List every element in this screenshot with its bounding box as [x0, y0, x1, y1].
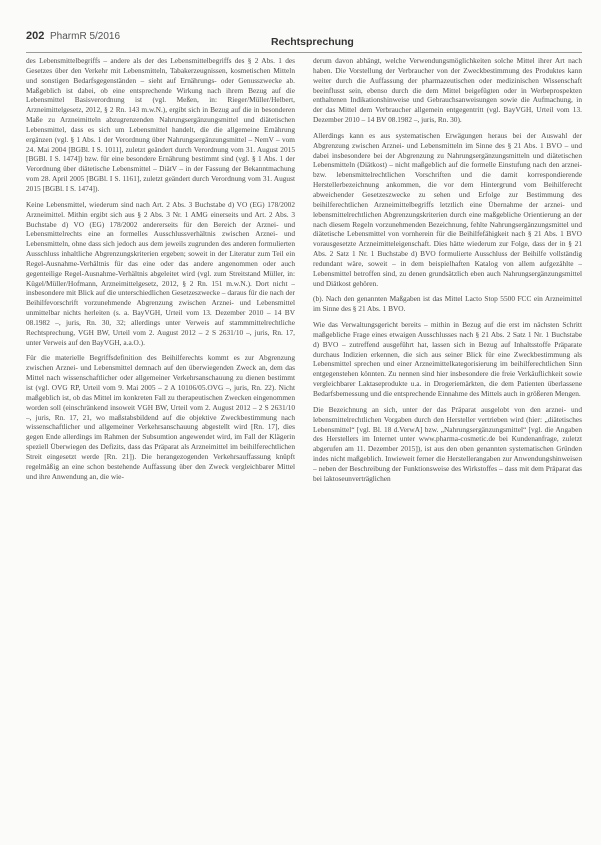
right-column [313, 56, 582, 831]
paragraph: Die Bezeichnung an sich, unter der das Präparat ausgelobt von den arznei- und lebensmittelrechtlichen Vorgaben durch den Hersteller vertrieben wird (hier: „diätetisches Lebensmittel“ [vgl. Bl. 18 d.VerwA] bzw. „Nahrungsergänzungsmittel“ [vgl. die Angaben des Herstellers im Internet unter www.pharma-cosmetic.de bei Kundenanfrage, zuletzt abgerufen am 11. Dezember 2015]), ist aus den oben genannten systematischen Gründen indes nicht maßgeblich. Inwieweit ferner die Herstellerangaben zur Anwendungshinweisen – neben der Beschreibung der Funktionsweise des Wirkstoffes – dass mit dem Präparat das bei laktoseunverträglichen [313, 404, 582, 483]
paragraph: Wie das Verwaltungsgericht bereits – mithin in Bezug auf die erst im nächsten Schritt maßgebliche Frage eines etwaigen Ausschlusses nach § 21 Abs. 2 Satz 1 Nr. 1 Buchstabe d) BVO – zutreffend ausgeführt hat, lassen sich in Bezug auf Inhaltsstoffe Präparate durchaus Indizien erkennen, die sich aus seiner Blick für eine Zweckbestimmung als Lebensmittel sprechen und einer Arzneimittelkategorisierung im beihilferechtlichen Sinn entgegenstehen könnten. Zu nennen sind hier insbesondere die freie Verkäuflichkeit sowie vergleichbarer Laktaseprodukte u.a. in Drogeriemärkten, die dem Patienten überlassene Bedarfsbemessung und die entsprechende Einnahme des Mittels auch in größeren Mengen. [313, 320, 582, 398]
paragraph: des Lebensmittelbegriffs – andere als der des Lebensmittelbegriffs des § 2 Abs. 1 des Gesetzes über den Verkehr mit Lebensmitteln, Tabakerzeugnissen, kosmetischen Mitteln und sonstigen Bedarfsgegenständen – sieht auf Ernährungs- oder Genusszwecke ab. Maßgeblich ist dabei, ob eine entsprechende Wirkung nach ihrem Bezug auf die Lebensmittel Basisverordnung ist (vgl. Meßen, in: Rieger/Müller/Helbert, Arzneimittelgesetz, 2012, § 2 Rn. 143 m.w.N.), ergibt sich in Bezug auf die in besonderen Maße zu Arzneimitteln abzugrenzenden Nahrungsergänzungsmittel und diätetischen Lebensmittel, dass es sich um Lebensmittel handelt, die die allgemeine Ernährung ergänzen (vgl. § 1 Abs. 1 der Verordnung über Nahrungsergänzungsmittel – NemV – vom 24. Mai 2004 [BGBl. I S. 1011], zuletzt geändert durch Verordnung vom 31. August 2015 [BGBl. I S. 1474]) bzw. für eine besondere Ernährung bestimmt sind (vgl. § 1 Abs. 1 der Verordnung über diätetische Lebensmittel – DiätV – in der Fassung der Bekanntmachung vom 28. April 2005 [BGBl. I S. 1161], zuletzt geändert durch Verordnung vom 31. August 2015 [BGBl. I S. 1474]). [26, 56, 295, 193]
page-number: 202 [26, 30, 45, 42]
paragraph: Keine Lebensmittel, wiederum sind nach Art. 2 Abs. 3 Buchstabe d) VO (EG) 178/2002 Arzneimittel. Mithin ergibt sich aus § 2 Abs. 3 Nr. 1 AMG einerseits und Art. 2 Abs. 3 Buchstabe d) VO (EG) 178/2002 andererseits für den Bereich der Arznei- und Lebensmittelrechts eine an formelles Ausschlussverhältnis zwischen Arznei- und Lebensmitteln, ohne dass sich jedoch aus dem jeweils zugrunden des anderen formulierten Ausschluss inhaltliche Abgrenzungskriterien ergeben; soweit in der Literatur zum Teil ein Regel-Ausnahme-Verhältnis für das eine oder das andere angenommen oder auch gegenteilige Regel-Ausnahme-Verhältnis abgeleitet wird (vgl. zum Streitstand Müller, in: Kügel/Müller/Hofmann, Arzneimittelgesetz, 2012, § 2 Rn. 151 m.w.N.). Dort nicht – insbesondere mit Blick auf die unterschiedlichen Gesetzeszwecke – daraus für die nach der Beihilfevorschrift vorzunehmende Abgrenzung zwischen Arznei- und Lebensmittel unmittelbar nichts herleiten (s. a. BayVGH, Urteil vom 13. Dezember 2010 – 14 BV 08.1982 –, juris, Rn. 30, 32; allerdings unter Verweis auf stammmittelrechtliche Rechtsprechung, VGH BW, Urteil vom 2. August 2012 – 2 S 2631/10 –, juris, Rn. 17, unter Verweis auf den BayVGH, a.a.O.). [26, 199, 295, 347]
left-column [26, 56, 295, 831]
paragraph: Für die materielle Begriffsdefinition des Beihilferechts kommt es zur Abgrenzung zwischen Arznei- und Lebensmittel demnach auf den überwiegenden Zweck an, dem das Mittel nach wissenschaftlicher oder allgemeiner Verkehrsanschauung zu dienen bestimmt ist (vgl. OVG RP, Urteil vom 9. Mai 2005 – 2 A 10106/05.OVG –, juris, Rn. 22). Nicht maßgeblich ist, ob das Mittel im konkreten Fall zu therapeutischen Zwecken eingenommen worden soll (einschränkend insoweit VGH BW, Urteil vom 2. August 2012 – 2 S 2631/10 –, juris, Rn. 17, 21, wo maßstabsbildend auf die objektive Zweckbestimmung nach wissenschaftlicher und allgemeiner Verkehrsanschauung abgestellt wird [Rn. 17], dies gegen Ende allerdings im Rahmen der Subsumtion angewendet wird, im Fall der Klägerin speziell Überwiegen des Defizits, dass das Präparat als Arzneimittel im beihilferechtlichen Streit eingesetzt werde [Rn. 21]). Die herangezogenden Verkehrsauffassung knüpft regelmäßig an eine schon bestehende Auffassung über den Zweck vergleichbarer Mittel und ihre Anwendung an, die wie- [26, 353, 295, 481]
header-rule [26, 52, 582, 53]
text-columns [26, 56, 582, 831]
section-title: Rechtsprechung [271, 36, 354, 48]
page-header [26, 28, 586, 50]
paragraph: derum davon abhängt, welche Verwendungsmöglichkeiten solche Mittel ihrer Art nach haben. Die Vorstellung der Verbraucher von der Zweckbestimmung des Produktes kann weiter durch die Auffassung der pharmazeutischen oder medizinischen Wissenschaft beeinflusst sein, ebenso durch die dem Mittel beigefügten oder in Werbeprospekten enthaltenen Indikationshinweise und Gebrauchsanweisungen sowie die Aufmachung, in der das Mittel dem Verbraucher allgemein entgegentritt (vgl. BayVGH, Urteil vom 13. Dezember 2010 – 14 BV 08.1982 –, juris, Rn. 30). [313, 56, 582, 125]
paragraph: Allerdings kann es aus systematischen Erwägungen heraus bei der Auswahl der Abgrenzung zwischen Arznei- und Lebensmitteln im Sinne des § 21 Abs. 1 BVO – und dabei insbesondere bei der Abgrenzung zu Nahrungsergänzungsmitteln und diätetischen Lebensmitteln (Diätkost) – nicht maßgeblich auf die formelle Einstufung nach den arznei- bzw. lebensmittelrechtlichen Vorschriften und die damit korrespondierende Herstellerbezeichnung ankommen, die vor dem Hintergrund vom Beihilferecht abweichender Gesetzeszwecke zu sehen und Erfolge zur Bestimmung des beihilferechtlichen Arzneimittelbegriffs letztlich eine Übernahme der arznei- und lebensmittelrechtlichen Abgrenzungskriterien durch eine maßgebliche Orientierung an der nach diesem Regeln vorzunehmenden Bezeichnung, fehlte Nahrungsergänzungsmittel und diätetische Lebensmittel von vornherein für die Beihilfefähigkeit nach § 21 Abs. 1 BVO vorausgesetzte Arzneimitteleigenschaft. Dies hätte wiederum zur Folge, dass der in § 21 Abs. 2 Satz 1 Nr. 1 Buchstabe d) BVO formulierte Ausschluss der Beihilfe vollständig redundant wäre, soweit – in dem beispielhaften Katalog von allem aufgezählte – Lebensmittel betroffen sind, zu denen grundsätzlich eben auch Nahrungsergänzungsmittel und Diätkost gehören. [313, 130, 582, 288]
paragraph: (b). Nach den genannten Maßgaben ist das Mittel Lacto Stop 5500 FCC ein Arzneimittel im Sinne des § 21 Abs. 1 BVO. [313, 294, 582, 314]
journal-reference: PharmR 5/2016 [50, 31, 121, 42]
